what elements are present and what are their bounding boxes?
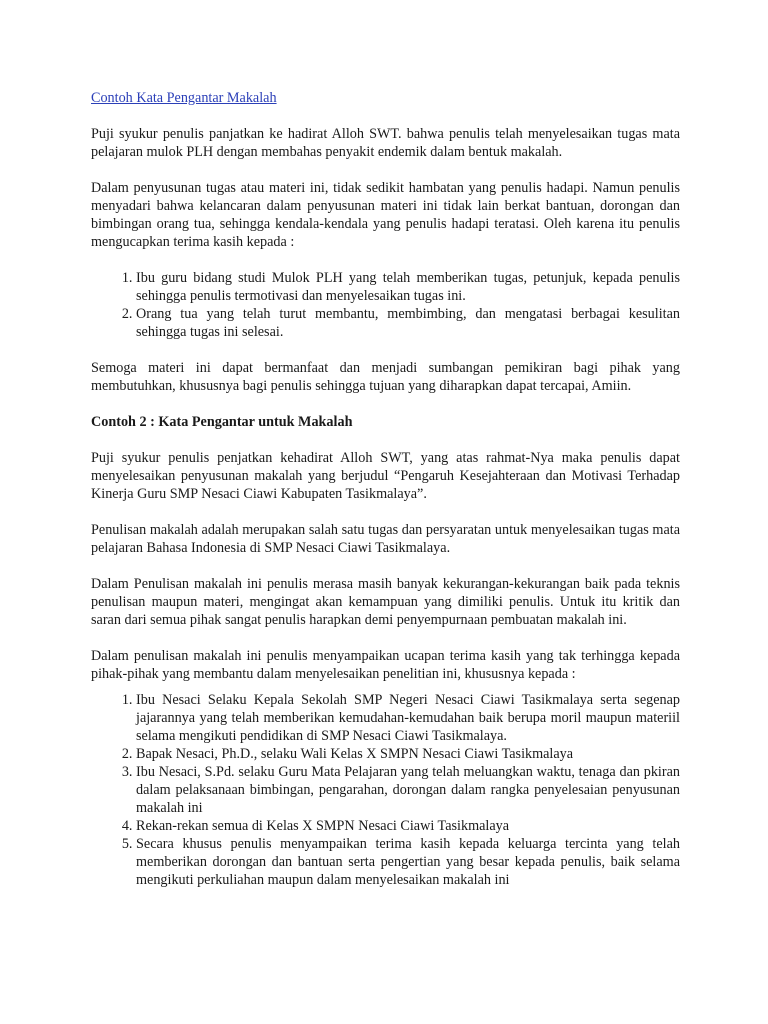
section2-paragraph-1: Puji syukur penulis penjatkan kehadirat Alloh SWT, yang atas rahmat-Nya maka penulis dapat menyelesaikan penyusunan makalah yang berjudul “Pengaruh Kesejahteraan dan Motivasi Terhadap Kinerja Guru SMP Nesaci Ciawi Kabupaten Tasikmalaya”.: [91, 450, 680, 502]
list-item: 1. Ibu Nesaci Selaku Kepala Sekolah SMP Negeri Nesaci Ciawi Tasikmalaya serta segenap jajarannya yang telah memberikan kemudahan-kemudahan baik berupa moril maupun materiil selama mengikuti pendidikan di SMP Nesaci Ciawi Tasikmalaya.: [136, 691, 680, 745]
list-item: 4. Rekan-rekan semua di Kelas X SMPN Nesaci Ciawi Tasikmalaya: [136, 817, 680, 835]
section2-paragraph-4: Dalam penulisan makalah ini penulis menyampaikan ucapan terima kasih yang tak terhingga kepada pihak-pihak yang membantu dalam menyelesaikan penelitian ini, khususnya kepada :: [91, 648, 680, 682]
section1-paragraph-2: Dalam penyusunan tugas atau materi ini, tidak sedikit hambatan yang penulis hadapi. Namun penulis menyadari bahwa kelancaran dalam penyusunan materi ini tidak lain berkat bantuan, dorongan dan bimbingan orang tua, sehingga kendala-kendala yang penulis hadapi teratasi. Oleh karena itu penulis mengucapkan terima kasih kepada :: [91, 180, 680, 250]
section1-paragraph-1: Puji syukur penulis panjatkan ke hadirat Alloh SWT. bahwa penulis telah menyelesaikan tugas mata pelajaran mulok PLH dengan membahas penyakit endemik dalam bentuk makalah.: [91, 126, 680, 160]
list-item: 2. Orang tua yang telah turut membantu, membimbing, dan mengatasi berbagai kesulitan sehingga tugas ini selesai.: [136, 305, 680, 341]
list-item: 5. Secara khusus penulis menyampaikan terima kasih kepada keluarga tercinta yang telah memberikan dorongan dan bantuan serta pengertian yang besar kepada penulis, baik selama mengikuti perkuliahan maupun dalam menyelesaikan makalah ini: [136, 835, 680, 889]
section2-heading: Contoh 2 : Kata Pengantar untuk Makalah: [91, 414, 353, 430]
list-item: 3. Ibu Nesaci, S.Pd. selaku Guru Mata Pelajaran yang telah meluangkan waktu, tenaga dan pkiran dalam pelaksanaan bimbingan, pengarahan, dorongan dalam rangka penyelesaian penyusunan makalah ini: [136, 763, 680, 817]
title-link[interactable]: Contoh Kata Pengantar Makalah: [91, 90, 277, 106]
section2-paragraph-3: Dalam Penulisan makalah ini penulis merasa masih banyak kekurangan-kekurangan baik pada teknis penulisan maupun materi, mengingat akan kemampuan yang dimiliki penulis. Untuk itu kritik dan saran dari semua pihak sangat penulis harapkan demi penyempurnaan pembuatan makalah ini.: [91, 576, 680, 628]
list-item: 2. Bapak Nesaci, Ph.D., selaku Wali Kelas X SMPN Nesaci Ciawi Tasikmalaya: [136, 745, 680, 763]
section1-thanks-list: [91, 269, 680, 341]
section1-paragraph-3: Semoga materi ini dapat bermanfaat dan menjadi sumbangan pemikiran bagi pihak yang membutuhkan, khususnya bagi penulis sehingga tujuan yang diharapkan dapat tercapai, Amiin.: [91, 360, 680, 394]
list-item: 1. Ibu guru bidang studi Mulok PLH yang telah memberikan tugas, petunjuk, kepada penulis sehingga penulis termotivasi dan menyelesaikan tugas ini.: [136, 269, 680, 305]
section2-thanks-list: [91, 691, 680, 889]
section2-paragraph-2: Penulisan makalah adalah merupakan salah satu tugas dan persyaratan untuk menyelesaikan tugas mata pelajaran Bahasa Indonesia di SMP Nesaci Ciawi Tasikmalaya.: [91, 522, 680, 556]
